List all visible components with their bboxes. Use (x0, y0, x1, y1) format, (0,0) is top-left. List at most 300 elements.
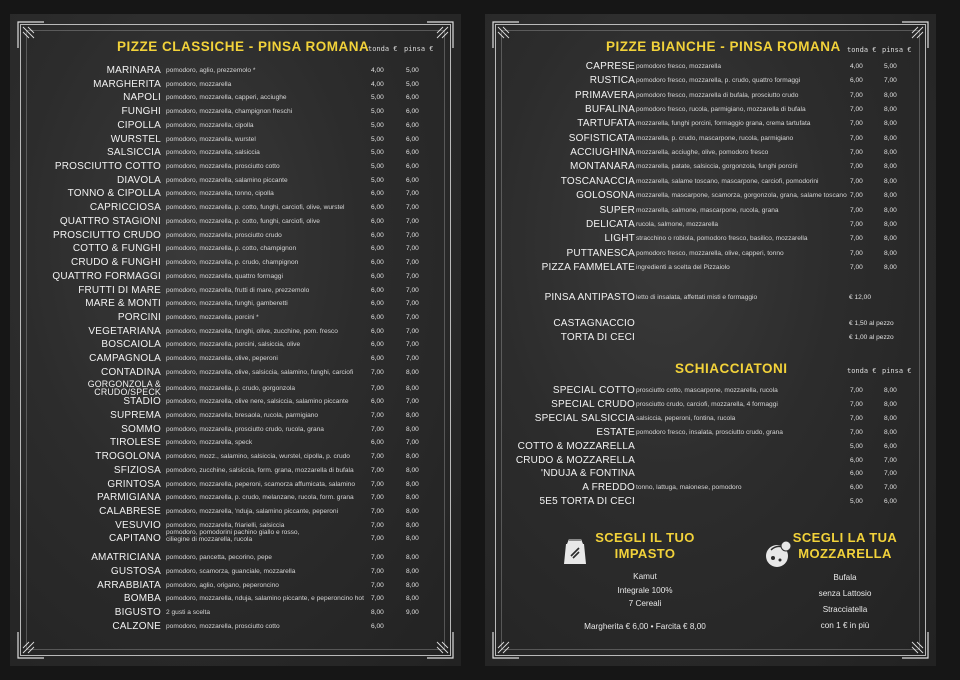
pizza-desc: pomodoro, pancetta, pecorino, pepe (166, 554, 272, 562)
price-pinsa: 6,00 (884, 498, 897, 506)
pizza-desc: pomodoro, mozzarella, capperi, acciughe (166, 94, 287, 102)
sweet-price: € 1,50 al pezzo (849, 320, 894, 327)
menu-row (10, 580, 461, 594)
price-tonda: 5,00 (371, 176, 384, 184)
pizza-desc: rucola, salmone, mozzarella (636, 220, 719, 228)
pizza-name: DIAVOLA (116, 174, 161, 186)
schiacciatoni-title: SCHIACCIATONI (675, 361, 788, 376)
impasto-options (565, 570, 725, 611)
pizza-desc: mozzarella, salame toscano, mascarpone, carciofi, pomodorini (636, 177, 819, 185)
price-pinsa: 8,00 (884, 120, 897, 128)
pizza-desc-line: pomodoro, pomodorini pachino giallo e rosso, (166, 529, 300, 537)
pizza-name: FUNGHI (121, 106, 161, 118)
price-tonda: 5,00 (371, 94, 384, 102)
menu-row (10, 92, 461, 106)
impasto-title: SCEGLI IL TUO (595, 530, 695, 545)
price-tonda: 7,00 (371, 521, 384, 529)
pizza-name: PRIMAVERA (575, 89, 635, 101)
price-pinsa: 7,00 (406, 341, 419, 349)
pizza-name: MONTANARA (570, 161, 635, 173)
menu-row (10, 271, 461, 285)
schiacciatone-name: SPECIAL SALSICCIA (534, 412, 635, 424)
price-tonda: 6,00 (371, 259, 384, 267)
price-pinsa: 8,00 (406, 480, 419, 488)
menu-row (485, 176, 936, 190)
menu-row (10, 298, 461, 312)
menu-row (485, 61, 936, 75)
price-tonda: 7,00 (371, 412, 384, 419)
pizza-name: DELICATA (585, 218, 635, 230)
price-tonda: 7,00 (850, 120, 863, 128)
price-pinsa: 7,00 (406, 259, 419, 267)
price-tonda: 5,00 (371, 135, 384, 143)
pizza-desc: pomodoro, mozz., salamino, salsiccia, wurstel, cipolla, p. crudo (166, 453, 350, 461)
price-pinsa: 8,00 (884, 220, 897, 228)
price-tonda: 6,00 (371, 217, 384, 225)
pizza-desc: mozzarella, mascarpone, scamorza, gorgonzola, grana, salame toscano (636, 192, 847, 200)
menu-row (485, 118, 936, 132)
price-pinsa: 8,00 (884, 387, 897, 394)
page-title: PIZZE BIANCHE - PINSA ROMANA (606, 39, 841, 54)
price-tonda: 5,00 (371, 149, 384, 157)
price-pinsa: 7,00 (884, 456, 897, 464)
mozzarella-option: Bufala (833, 573, 857, 582)
pizza-desc: mozzarella, acciughe, olive, pomodoro fresco (636, 149, 769, 157)
price-tonda: 4,00 (371, 67, 384, 74)
pizza-name: SFIZIOSA (113, 464, 161, 476)
sweet-price: € 1,00 al pezzo (849, 334, 894, 341)
price-pinsa: 7,00 (406, 327, 419, 335)
menu-row (10, 607, 461, 621)
pizza-desc: pomodoro, mozzarella, friarielli, salsiccia (166, 521, 285, 529)
mozzarella-options (775, 570, 915, 634)
menu-row (485, 496, 936, 510)
pizza-name: CAMPAGNOLA (89, 353, 161, 365)
pizza-desc: pomodoro fresco, mozzarella di bufala, prosciutto crudo (636, 91, 799, 99)
menu-row (10, 326, 461, 340)
pizza-desc: pomodoro, mozzarella, olive, peperoni (166, 355, 278, 363)
col-tonda-header: tonda € (847, 46, 877, 54)
sweet-name: CASTAGNACCIO (553, 318, 635, 329)
price-tonda: 6,00 (371, 355, 384, 363)
pizza-desc: pomodoro, mozzarella, salsiccia (166, 149, 260, 157)
price-pinsa: 7,00 (406, 231, 419, 239)
corner-ornament-icon (489, 18, 523, 52)
menu-row (10, 285, 461, 299)
price-tonda: 7,00 (371, 554, 384, 562)
pizza-name: PUTTANESCA (566, 247, 635, 259)
pizza-name: CALZONE (112, 620, 161, 632)
pizza-desc: pomodoro, mozzarella, p. cotto, funghi, carciofi, olive, wurstel (166, 204, 345, 212)
menu-row (485, 385, 936, 399)
pizza-desc: pomodoro, mozzarella, frutti di mare, prezzemolo (166, 286, 310, 294)
menu-row (10, 216, 461, 230)
pizza-name: LIGHT (604, 233, 635, 245)
schiacciatone-name: CRUDO & MOZZARELLA (515, 454, 635, 466)
pizza-desc: pomodoro, mozzarella, olive nere, salsiccia, salamino piccante (166, 398, 349, 406)
price-tonda: 7,00 (850, 149, 863, 157)
pizza-name: CONTADINA (101, 366, 161, 378)
pizza-desc: pomodoro, mozzarella, salamino piccante (166, 176, 288, 184)
mozzarella-option: Stracciatella (822, 605, 868, 614)
pizza-desc: pomodoro, mozzarella, prosciutto cotto (166, 163, 280, 171)
price-pinsa: 7,00 (406, 286, 419, 294)
pizza-desc: pomodoro fresco, mozzarella (636, 63, 722, 70)
pizza-desc: pomodoro, mozzarella, porcini * (166, 313, 259, 321)
pizza-desc (166, 530, 299, 543)
price-tonda: 6,00 (371, 313, 384, 321)
price-tonda: 7,00 (850, 134, 863, 142)
pizza-name: QUATTRO STAGIONI (59, 215, 161, 227)
price-tonda: 7,00 (371, 494, 384, 502)
schiacciatone-name: 5E5 TORTA DI CECI (539, 496, 635, 508)
corner-ornament-icon (489, 628, 523, 662)
menu-row (10, 396, 461, 410)
pizza-desc: pomodoro, mozzarella, wurstel (166, 135, 256, 143)
antipasto-price: € 12,00 (849, 294, 871, 301)
pizza-desc: pomodoro, mozzarella, p. crudo, gorgonzola (166, 384, 296, 392)
pizza-desc: pomodoro, mozzarella, prosciutto crudo, rucola, grana (166, 425, 324, 433)
price-pinsa: 8,00 (884, 235, 897, 243)
pizza-desc: 2 gusti a scelta (166, 609, 210, 617)
price-pinsa: 7,00 (884, 77, 897, 85)
pizza-desc: ingredienti a scelta del Pizzaiolo (636, 263, 730, 271)
pizza-name: PORCINI (117, 311, 161, 323)
left-menu-page (10, 14, 461, 666)
menu-row (10, 106, 461, 120)
pizza-name: MARE & MONTI (85, 298, 161, 310)
price-pinsa: 7,00 (406, 272, 419, 280)
price-pinsa: 6,00 (406, 176, 419, 184)
price-pinsa: 8,00 (884, 106, 897, 114)
pizza-name: BOMBA (123, 593, 161, 605)
menu-row (485, 399, 936, 413)
menu-row (10, 230, 461, 244)
mozzarella-title: MOZZARELLA (798, 546, 892, 561)
price-tonda: 6,00 (371, 231, 384, 239)
price-tonda: 6,00 (371, 204, 384, 212)
price-pinsa: 8,00 (406, 554, 419, 562)
price-pinsa: 8,00 (884, 263, 897, 271)
pizza-name-line: GORGONZOLA & (87, 378, 161, 389)
price-pinsa: 8,00 (884, 414, 897, 422)
price-tonda: 6,00 (371, 398, 384, 406)
price-tonda: 7,00 (850, 206, 863, 214)
price-pinsa: 7,00 (884, 484, 897, 492)
price-tonda: 7,00 (850, 387, 863, 394)
pizza-name: PROSCIUTTO CRUDO (52, 229, 161, 241)
price-pinsa: 7,00 (406, 355, 419, 363)
menu-row (485, 147, 936, 161)
price-tonda: 7,00 (371, 567, 384, 575)
price-tonda: 6,00 (371, 622, 384, 630)
col-pinsa-header: pinsa € (404, 45, 434, 53)
price-tonda: 7,00 (850, 263, 863, 271)
price-tonda: 5,00 (850, 442, 863, 450)
menu-row (485, 161, 936, 175)
price-tonda: 7,00 (371, 453, 384, 461)
pizza-name: TROGOLONA (95, 451, 161, 463)
menu-row (10, 479, 461, 493)
price-pinsa: 8,00 (406, 412, 419, 419)
pizza-name: TIROLESE (109, 437, 161, 449)
menu-row (485, 133, 936, 147)
pizza-desc: pomodoro, aglio, origano, peperoncino (166, 581, 279, 589)
price-tonda: 7,00 (850, 235, 863, 243)
menu-row (10, 566, 461, 580)
price-pinsa: 8,00 (884, 206, 897, 214)
price-tonda: 6,00 (371, 245, 384, 253)
menu-row (485, 413, 936, 427)
impasto-title: IMPASTO (614, 546, 676, 561)
schiacciatone-desc: pomodoro fresco, insalata, prosciutto crudo, grana (636, 428, 783, 436)
price-tonda: 6,00 (850, 484, 863, 492)
price-tonda: 7,00 (371, 384, 384, 392)
mozzarella-title: SCEGLI LA TUA (792, 530, 898, 545)
sweet-row (485, 318, 936, 332)
col-tonda-header: tonda € (847, 367, 877, 375)
pizza-name: TONNO & CIPOLLA (67, 188, 161, 200)
price-pinsa: 8,00 (406, 595, 419, 603)
price-tonda: 6,00 (371, 286, 384, 294)
pizza-desc: mozzarella, funghi porcini, formaggio grana, crema tartufata (636, 120, 811, 128)
price-tonda: 7,00 (850, 414, 863, 422)
pizza-name: CRUDO & FUNGHI (70, 257, 161, 269)
antipasto-desc: letto di insalata, affettati misti e formaggio (636, 294, 758, 301)
menu-row (10, 202, 461, 216)
impasto-option: Kamut (633, 572, 657, 581)
price-tonda: 4,00 (371, 80, 384, 88)
price-pinsa: 6,00 (406, 121, 419, 129)
price-pinsa: 7,00 (406, 204, 419, 212)
price-tonda: 7,00 (850, 106, 863, 114)
menu-row (10, 492, 461, 506)
col-pinsa-header: pinsa € (882, 46, 912, 54)
menu-row (10, 339, 461, 353)
impasto-price (545, 620, 745, 634)
pizza-desc: mozzarella, salmone, mascarpone, rucola, grana (636, 206, 779, 214)
price-pinsa: 8,00 (406, 466, 419, 474)
price-pinsa: 5,00 (406, 67, 419, 74)
sweet-name: TORTA DI CECI (560, 332, 635, 343)
pizza-name: SUPREMA (110, 410, 161, 421)
price-pinsa: 8,00 (884, 149, 897, 157)
pizza-name: WURSTEL (110, 133, 161, 145)
pizza-desc: pomodoro, mozzarella, champignon freschi (166, 108, 293, 116)
pizza-name: VESUVIO (115, 519, 161, 531)
col-pinsa-header: pinsa € (882, 367, 912, 375)
price-tonda: 4,00 (850, 63, 863, 70)
menu-row (10, 312, 461, 326)
price-pinsa: 8,00 (406, 368, 419, 376)
price-tonda: 6,00 (371, 190, 384, 198)
pizza-name: STADIO (123, 396, 161, 408)
pizza-name: NAPOLI (123, 92, 161, 104)
menu-row (10, 506, 461, 520)
price-pinsa: 8,00 (406, 521, 419, 529)
pizza-desc: pomodoro, mozzarella, p. cotto, funghi, carciofi, olive (166, 217, 320, 225)
menu-row (10, 175, 461, 189)
pizza-desc: pomodoro, mozzarella, olive, salsiccia, salamino, funghi, carciofi (166, 368, 354, 376)
menu-row (10, 79, 461, 93)
schiacciatone-desc: tonno, lattuga, maionese, pomodoro (636, 484, 742, 492)
pizza-desc: pomodoro, mozzarella, speck (166, 439, 253, 447)
menu-row (10, 451, 461, 465)
pizza-desc: pomodoro, mozzarella, funghi, olive, zucchine, pom. fresco (166, 327, 338, 335)
mozzarella-option: senza Lattosio (818, 589, 872, 598)
menu-row (10, 593, 461, 607)
price-pinsa: 6,00 (884, 442, 897, 450)
pizza-name: BOSCAIOLA (101, 339, 161, 351)
pizza-name: CAPRICCIOSA (89, 202, 161, 214)
price-pinsa: 8,00 (406, 508, 419, 516)
schiacciatone-name: 'NDUJA & FONTINA (540, 468, 635, 480)
price-tonda: 7,00 (371, 466, 384, 474)
col-tonda-header: tonda € (368, 45, 398, 53)
pizza-name: COTTO & FUNGHI (72, 243, 161, 255)
menu-row (485, 482, 936, 496)
price-pinsa: 7,00 (406, 245, 419, 253)
schiacciatone-name: COTTO & MOZZARELLA (517, 440, 635, 452)
pizza-name: GRINTOSA (107, 478, 161, 490)
price-tonda: 6,00 (371, 327, 384, 335)
schiacciatone-name: SPECIAL CRUDO (551, 398, 635, 410)
price-pinsa: 6,00 (406, 108, 419, 116)
pizza-desc: pomodoro, mozzarella, tonno, cipolla (166, 190, 274, 198)
pizza-desc: mozzarella, p. crudo, mascarpone, rucola, parmigiano (636, 134, 794, 142)
menu-row (485, 190, 936, 204)
price-pinsa: 6,00 (406, 135, 419, 143)
pizza-name (88, 380, 161, 397)
pizza-desc: pomodoro, mozzarella, p. crudo, champignon (166, 259, 299, 267)
antipasto-name: PINSA ANTIPASTO (544, 292, 635, 303)
menu-row (10, 243, 461, 257)
pizza-name: MARINARA (106, 65, 161, 76)
mozzarella-option: con 1 € in più (820, 621, 870, 630)
price-pinsa: 8,00 (406, 425, 419, 433)
pizza-name: GUSTOSA (110, 565, 161, 577)
pizza-name: SUPER (599, 204, 635, 216)
price-tonda: 6,00 (371, 300, 384, 308)
pizza-desc: pomodoro, mozzarella, porcini, salsiccia, olive (166, 341, 301, 349)
menu-row (10, 65, 461, 79)
menu-row (485, 262, 936, 276)
price-pinsa: 8,00 (884, 192, 897, 200)
pizza-desc: pomodoro, mozzarella, peperoni, scamorza affumicata, salamino (166, 480, 355, 488)
price-pinsa: 8,00 (406, 453, 419, 461)
price-pinsa: 8,00 (884, 91, 897, 99)
price-tonda: 7,00 (371, 581, 384, 589)
pizza-name: SOFISTICATA (568, 132, 635, 144)
price-pinsa: 6,00 (406, 149, 419, 157)
pizza-name: ARRABBIATA (97, 579, 161, 591)
pizza-desc: pomodoro, mozzarella, bresaola, rucola, parmigiano (166, 412, 319, 419)
menu-row (485, 233, 936, 247)
menu-row (10, 465, 461, 479)
pizza-name: RUSTICA (589, 75, 635, 87)
right-menu-page (485, 14, 936, 666)
pizza-name: SOMMO (121, 423, 161, 435)
pizza-name: CALABRESE (99, 506, 161, 518)
sweet-row (485, 332, 936, 346)
menu-row (10, 378, 461, 398)
price-pinsa: 5,00 (406, 80, 419, 88)
menu-row (10, 120, 461, 134)
pizza-name: BIGUSTO (114, 607, 161, 619)
antipasto-row (485, 292, 936, 306)
menu-row (10, 367, 461, 381)
menu-row (485, 75, 936, 89)
pizza-desc-line: ciliegine di mozzarella, rucola (166, 535, 253, 543)
price-pinsa: 8,00 (884, 134, 897, 142)
price-tonda: 7,00 (371, 535, 384, 543)
mozzarella-section (785, 530, 905, 562)
pizza-name: FRUTTI DI MARE (78, 284, 161, 296)
menu-row (485, 205, 936, 219)
price-tonda: 7,00 (371, 595, 384, 603)
pizza-name: CIPOLLA (117, 119, 161, 131)
menu-row (10, 147, 461, 161)
pizza-desc: pomodoro, mozzarella, nduja, salamino piccante, e peperoncino hot (166, 595, 364, 603)
menu-row (485, 219, 936, 233)
price-tonda: 5,00 (371, 163, 384, 171)
corner-ornament-icon (14, 18, 48, 52)
schiacciatone-desc: salsiccia, peperoni, fontina, rucola (636, 414, 736, 422)
price-tonda: 7,00 (850, 91, 863, 99)
price-tonda: 5,00 (850, 498, 863, 506)
price-pinsa: 8,00 (406, 535, 419, 543)
price-tonda: 6,00 (850, 470, 863, 478)
price-pinsa: 7,00 (884, 470, 897, 478)
price-tonda: 8,00 (371, 609, 384, 617)
menu-row (10, 188, 461, 202)
price-tonda: 6,00 (371, 341, 384, 349)
price-tonda: 6,00 (371, 439, 384, 447)
menu-row (485, 104, 936, 118)
schiacciatone-name: A FREDDO (582, 482, 635, 494)
pizza-desc: pomodoro, mozzarella, p. cotto, champignon (166, 245, 297, 253)
menu-row (485, 90, 936, 104)
pizza-name: SALSICCIA (106, 147, 161, 159)
price-pinsa: 8,00 (406, 581, 419, 589)
price-tonda: 7,00 (850, 220, 863, 228)
impasto-option: 7 Cereali (628, 599, 662, 608)
price-pinsa: 8,00 (884, 163, 897, 171)
price-tonda: 6,00 (371, 272, 384, 280)
menu-row (10, 552, 461, 566)
price-pinsa: 7,00 (406, 439, 419, 447)
schiacciatone-desc: prosciutto cotto, mascarpone, mozzarella, rucola (636, 387, 778, 394)
price-pinsa: 6,00 (406, 94, 419, 102)
schiacciatone-name: SPECIAL COTTO (552, 385, 635, 396)
pizza-name: CAPRESE (585, 61, 635, 72)
pizza-name: VEGETARIANA (88, 325, 161, 337)
pizza-name-line: CRUDO/SPECK (94, 387, 161, 398)
pizza-name: ACCIUGHINA (570, 147, 635, 159)
page-title: PIZZE CLASSICHE - PINSA ROMANA (117, 39, 370, 54)
pizza-name: PROSCIUTTO COTTO (54, 161, 161, 173)
price-pinsa: 8,00 (406, 384, 419, 392)
pizza-desc: pomodoro, mozzarella, prosciutto cotto (166, 622, 280, 630)
menu-row (10, 437, 461, 451)
menu-row (485, 441, 936, 455)
price-pinsa: 7,00 (406, 398, 419, 406)
price-tonda: 7,00 (371, 425, 384, 433)
price-pinsa: 8,00 (406, 494, 419, 502)
impasto-section (585, 530, 705, 562)
price-pinsa: 8,00 (884, 177, 897, 185)
pizza-name: PARMIGIANA (96, 492, 161, 504)
